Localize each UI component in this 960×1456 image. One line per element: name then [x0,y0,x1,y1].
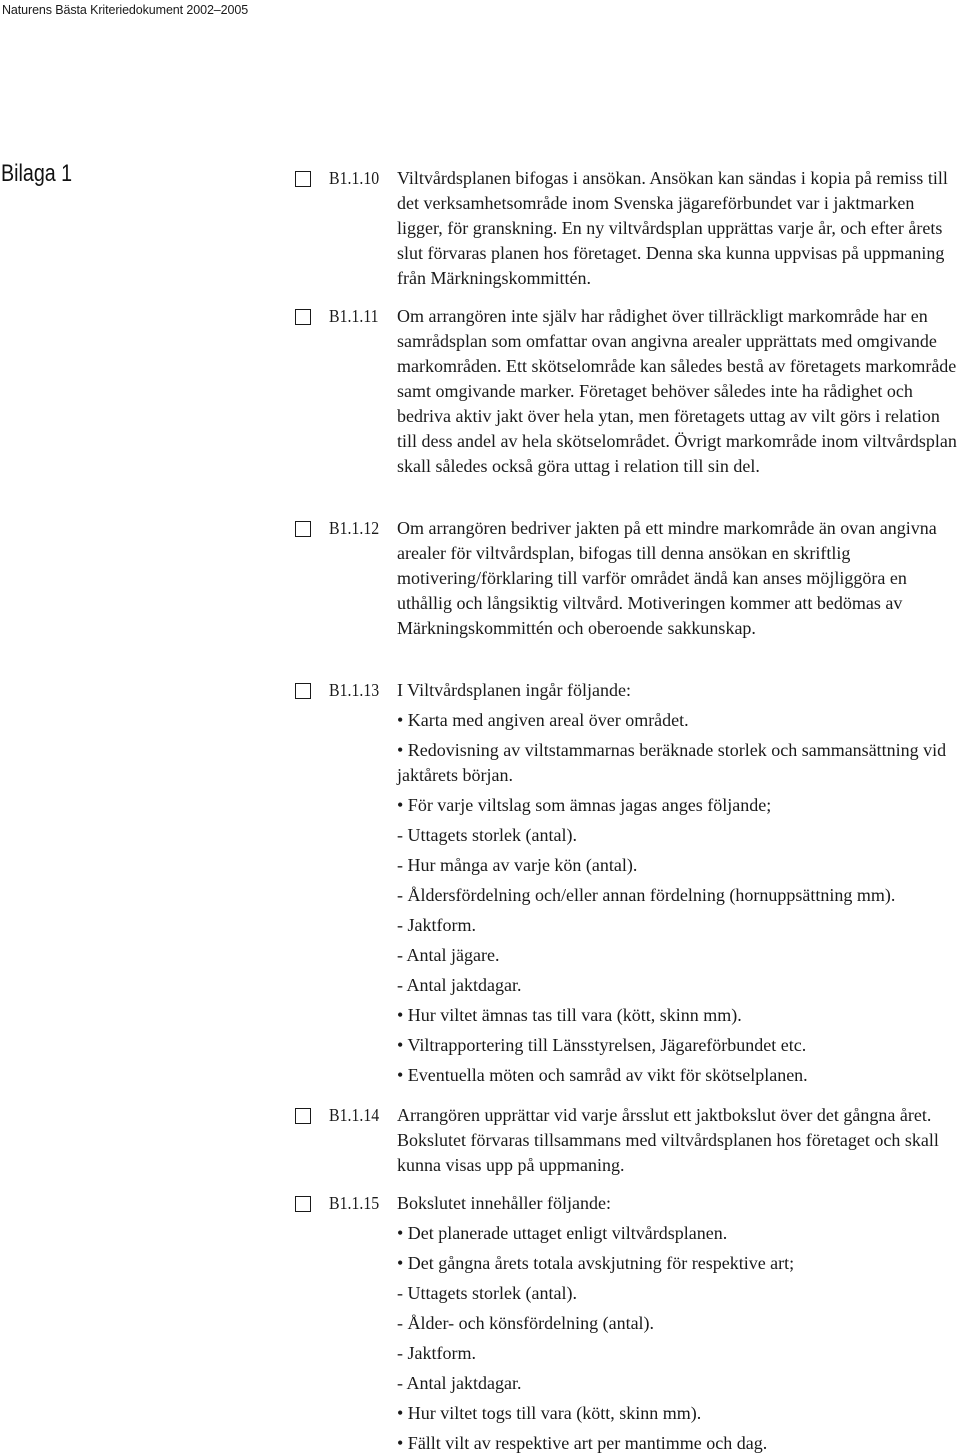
list-item: - Jaktform. [397,915,476,935]
requirement-body [397,166,957,291]
list-item: • Karta med angiven areal över området. [397,710,689,730]
requirement-code: B1.1.14 [329,1105,380,1125]
requirement-list [397,1221,957,1456]
list-item: - Antal jaktdagar. [397,975,522,995]
requirement-body [397,1191,957,1456]
list-item: • Det gångna årets totala avskjutning för respektive art; [397,1253,795,1273]
requirement-text: Om arrangören bedriver jakten på ett mindre markområde än ovan angivna arealer för viltvårdsplan, bifogas till denna ansökan en skriftlig motivering/förklaring till varför området ändå kan anses möjliggöra en uthållig och långsiktig viltvård. Motiveringen kommer att bedömas av Märkningskommittén och oberoende sakkunskap. [397,518,937,638]
list-item: - Antal jaktdagar. [397,1373,522,1393]
requirement-list [397,708,957,1088]
checkbox[interactable] [295,683,311,699]
checkbox[interactable] [295,1196,311,1212]
section-label: Bilaga 1 [1,160,73,187]
requirement-code: B1.1.12 [329,518,380,538]
requirement-body [397,304,957,479]
list-item: • Fällt vilt av respektive art per mantimme och dag. [397,1433,768,1453]
requirement-code: B1.1.10 [329,168,380,188]
requirement-body [397,516,957,641]
list-item: • Viltrapportering till Länsstyrelsen, Jägareförbundet etc. [397,1035,807,1055]
checkbox[interactable] [295,1108,311,1124]
requirement-body [397,1103,957,1178]
list-item: - Antal jägare. [397,945,500,965]
requirement-text: I Viltvårdsplanen ingår följande: [397,680,632,700]
requirement-text: Bokslutet innehåller följande: [397,1193,611,1213]
list-item: • Eventuella möten och samråd av vikt för skötselplanen. [397,1065,808,1085]
running-header: Naturens Bästa Kriteriedokument 2002–2005 [2,3,249,17]
requirement-body [397,678,957,1088]
list-item: • För varje viltslag som ämnas jagas anges följande; [397,795,772,815]
list-item: • Det planerade uttaget enligt viltvårdsplanen. [397,1223,728,1243]
checkbox[interactable] [295,309,311,325]
list-item: - Åldersfördelning och/eller annan fördelning (hornuppsättning mm). [397,885,896,905]
list-item: - Uttagets storlek (antal). [397,825,577,845]
list-item: • Hur viltet ämnas tas till vara (kött, skinn mm). [397,1005,742,1025]
requirement-code: B1.1.15 [329,1193,380,1213]
requirement-code: B1.1.13 [329,680,380,700]
list-item: - Ålder- och könsfördelning (antal). [397,1313,655,1333]
requirement-text: Arrangören upprättar vid varje årsslut ett jaktbokslut över det gångna året. Bokslutet förvaras tillsammans med viltvårdsplanen hos företaget och skall kunna visas upp på uppmaning. [397,1105,939,1175]
checkbox[interactable] [295,171,311,187]
list-item: • Redovisning av viltstammarnas beräknade storlek och sammansättning vid jaktårets början. [397,740,947,785]
list-item: - Jaktform. [397,1343,476,1363]
requirement-code: B1.1.11 [329,306,379,326]
list-item: - Uttagets storlek (antal). [397,1283,577,1303]
checkbox[interactable] [295,521,311,537]
requirement-text: Viltvårdsplanen bifogas i ansökan. Ansökan kan sändas i kopia på remiss till det verksamhetsområde inom Svenska jägareförbundet var i jaktmarken ligger, för granskning. En ny viltvårdsplan upprättas varje år, och efter årets slut förvaras planen hos företaget. Denna ska kunna uppvisas på uppmaning från Märkningskommittén. [397,168,948,288]
requirement-text: Om arrangören inte själv har rådighet över tillräckligt markområde har en samrådsplan som omfattar ovan angivna arealer upprättats med omgivande markområden. Ett skötselområde kan således bestå av företagets markområde samt omgivande marker. Företaget behöver således inte ha rådighet och bedriva aktiv jakt över hela ytan, men företagets uttag av vilt görs i relation till dess andel av hela skötselområdet. Övrigt markområde inom viltvårdsplan skall således också göra uttag i relation till sin del. [397,306,957,476]
list-item: • Hur viltet togs till vara (kött, skinn mm). [397,1403,702,1423]
list-item: - Hur många av varje kön (antal). [397,855,638,875]
